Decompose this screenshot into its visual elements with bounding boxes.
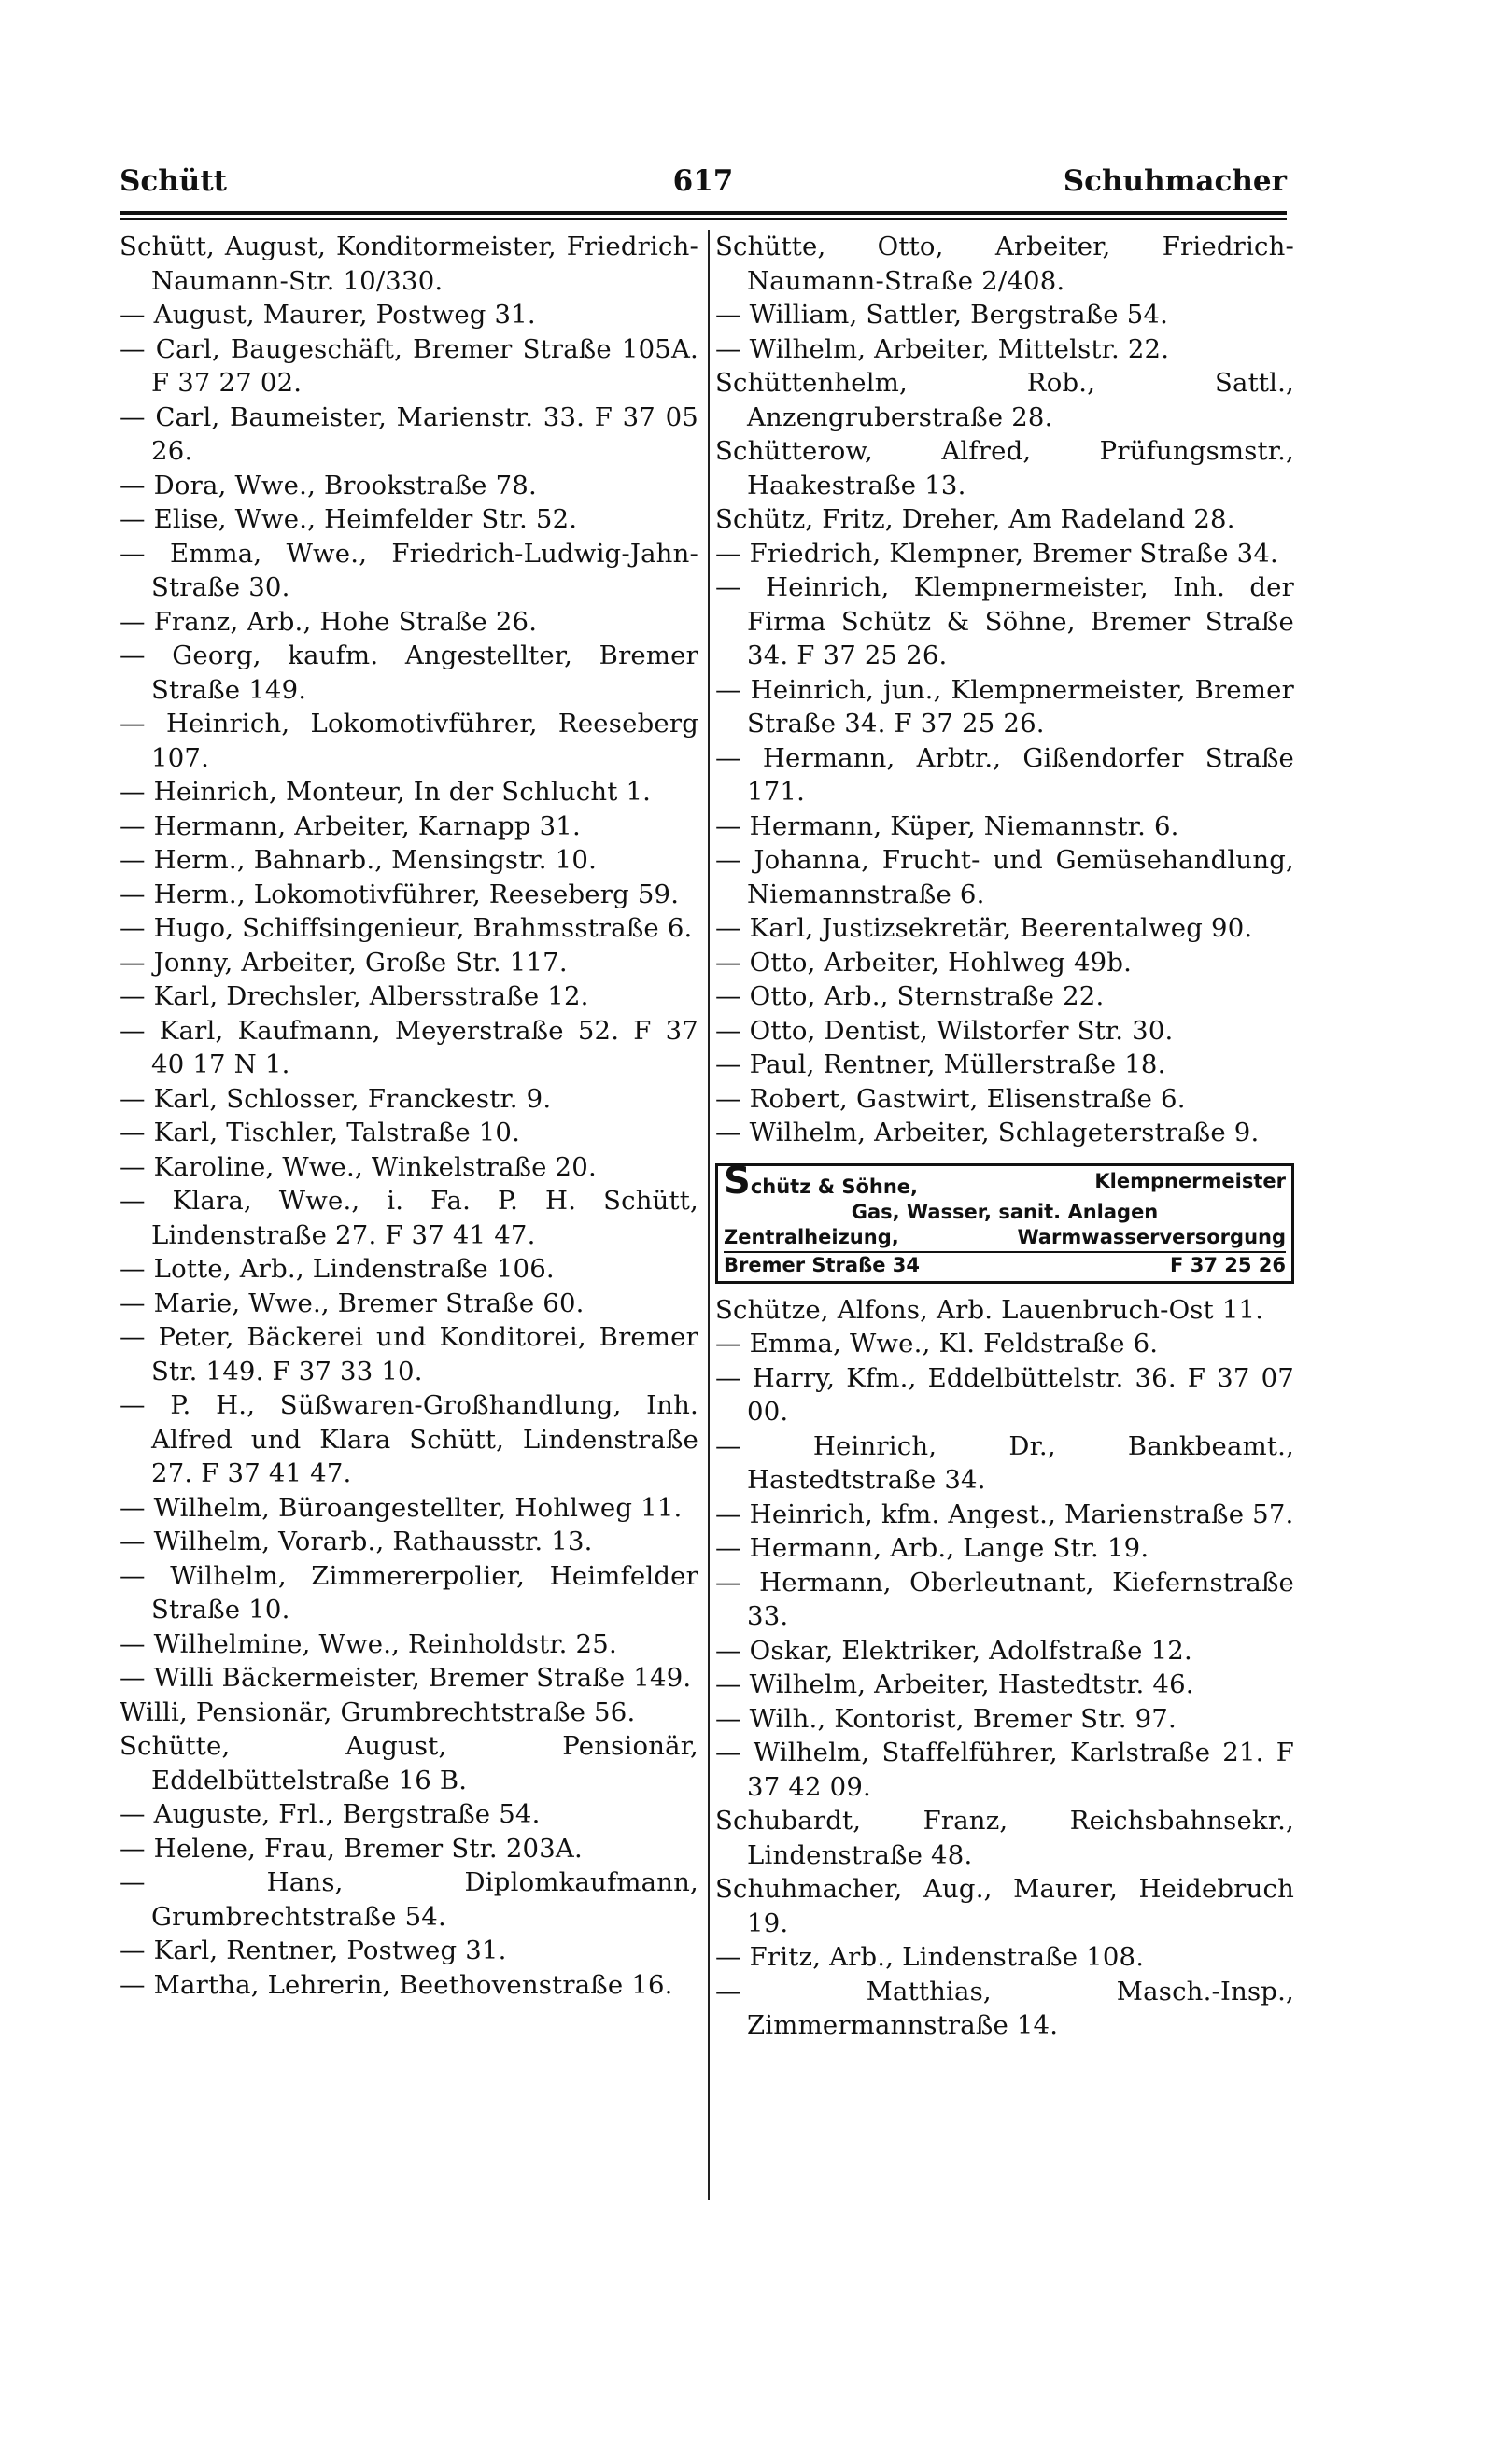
- directory-entry: — Robert, Gastwirt, Elisenstraße 6.: [715, 1083, 1186, 1114]
- directory-entry: — Emma, Wwe., Kl. Feldstraße 6.: [715, 1329, 1159, 1359]
- header-rule: [120, 211, 1287, 215]
- ad-heating: Zentralheizung,: [724, 1225, 899, 1248]
- ad-trade: Klempnermeister: [1094, 1169, 1286, 1192]
- directory-entry: — Heinrich, Klempnermeister, Inh. der Firma Schütz & Söhne, Bremer Straße 34. F 37 25 26.: [715, 572, 1294, 670]
- directory-entry: Schütterow, Alfred, Prüfungsmstr., Haakestraße 13.: [715, 436, 1294, 500]
- directory-entry: — Carl, Baugeschäft, Bremer Straße 105A. F 37 27 02.: [120, 333, 698, 398]
- directory-entry: — Hugo, Schiffsingenieur, Brahmsstraße 6.: [120, 913, 693, 943]
- ad-line-address: [724, 1251, 1286, 1278]
- directory-entry: — Jonny, Arbeiter, Große Str. 117.: [120, 947, 568, 978]
- directory-entry: — Heinrich, jun., Klempnermeister, Bremer Straße 34. F 37 25 26.: [715, 674, 1294, 739]
- directory-entry: — Wilhelm, Büroangestellter, Hohlweg 11.: [120, 1492, 683, 1523]
- directory-entry: — Heinrich, Monteur, In der Schlucht 1.: [120, 777, 652, 807]
- header-right-keyword: Schuhmacher: [1063, 164, 1287, 198]
- directory-entry: — Georg, kaufm. Angestellter, Bremer Straße 149.: [120, 641, 698, 705]
- directory-entry: — Wilhelm, Arbeiter, Hastedtstr. 46.: [715, 1669, 1194, 1699]
- ad-line-services: [724, 1200, 1286, 1225]
- directory-entry: Schuhmacher, Aug., Maurer, Heidebruch 19.: [715, 1874, 1294, 1938]
- directory-entry: — Fritz, Arb., Lindenstraße 108.: [715, 1942, 1145, 1972]
- directory-entry: — Wilhelm, Vorarb., Rathausstr. 13.: [120, 1527, 593, 1556]
- directory-entry: — Karoline, Wwe., Winkelstraße 20.: [120, 1151, 597, 1182]
- directory-entry: — Paul, Rentner, Müllerstraße 18.: [715, 1049, 1166, 1079]
- directory-entry: Schütt, August, Konditormeister, Friedrich-Naumann-Str. 10/330.: [120, 232, 698, 296]
- directory-entry: — Lotte, Arb., Lindenstraße 106.: [120, 1254, 555, 1284]
- directory-entry: — Wilhelm, Staffelführer, Karlstraße 21. F 37 42 09.: [715, 1738, 1294, 1802]
- directory-entry: Schütz, Fritz, Dreher, Am Radeland 28.: [715, 504, 1235, 534]
- header-left-keyword: Schütt: [120, 164, 227, 198]
- directory-entry: — P. H., Süßwaren-Großhandlung, Inh. Alfred und Klara Schütt, Lindenstraße 27. F 37 41 47.: [120, 1390, 698, 1488]
- directory-entry: — Oskar, Elektriker, Adolfstraße 12.: [715, 1635, 1192, 1666]
- left-column: [120, 230, 698, 2002]
- directory-entry: — Karl, Tischler, Talstraße 10.: [120, 1118, 521, 1148]
- directory-entry: Schütte, August, Pensionär, Eddelbüttelstraße 16 B.: [120, 1731, 698, 1795]
- directory-entry: — Hermann, Arbeiter, Karnapp 31.: [120, 810, 581, 841]
- directory-entry: — Hans, Diplomkaufmann, Grumbrechtstraße 54.: [120, 1867, 698, 1932]
- ad-firm-rest: chütz & Söhne,: [750, 1175, 919, 1198]
- header-rule-thin: [120, 218, 1287, 220]
- directory-entry: Schubardt, Franz, Reichsbahnsekr., Lindenstraße 48.: [715, 1806, 1294, 1870]
- directory-entry: — Willi Bäckermeister, Bremer Straße 149.: [120, 1663, 692, 1693]
- directory-entry: — Marie, Wwe., Bremer Straße 60.: [120, 1288, 585, 1318]
- page-number: 617: [672, 164, 734, 198]
- directory-entry: — Heinrich, Lokomotivführer, Reeseberg 107.: [120, 709, 698, 773]
- directory-entry: Willi, Pensionär, Grumbrechtstraße 56.: [120, 1697, 636, 1727]
- directory-entry: — Wilhelm, Arbeiter, Mittelstr. 22.: [715, 333, 1170, 364]
- ad-line-firm: [724, 1159, 1286, 1203]
- ad-initial: S: [724, 1159, 751, 1203]
- directory-entry: — Wilh., Kontorist, Bremer Str. 97.: [715, 1703, 1177, 1734]
- directory-entry: — Carl, Baumeister, Marienstr. 33. F 37 05 26.: [120, 401, 698, 466]
- directory-entry: — Otto, Dentist, Wilstorfer Str. 30.: [715, 1015, 1174, 1046]
- ad-line-heating: [724, 1225, 1286, 1250]
- directory-entry: — Wilhelm, Zimmererpolier, Heimfelder Straße 10.: [120, 1560, 698, 1625]
- directory-entry: — Otto, Arb., Sternstraße 22.: [715, 981, 1105, 1011]
- directory-entry: — Karl, Drechsler, Albersstraße 12.: [120, 981, 589, 1011]
- directory-entry: — Wilhelmine, Wwe., Reinholdstr. 25.: [120, 1628, 617, 1659]
- directory-entry: — Johanna, Frucht- und Gemüsehandlung, Niemannstraße 6.: [715, 845, 1294, 909]
- directory-entry: — Karl, Justizsekretär, Beerentalweg 90.: [715, 913, 1253, 943]
- directory-entry: — Heinrich, kfm. Angest., Marienstraße 57.: [715, 1499, 1294, 1529]
- directory-entry: — Herm., Lokomotivführer, Reeseberg 59.: [120, 879, 680, 909]
- right-column: [715, 230, 1294, 2043]
- directory-entry: — Klara, Wwe., i. Fa. P. H. Schütt, Lindenstraße 27. F 37 41 47.: [120, 1186, 698, 1250]
- ad-phone: F 37 25 26: [1170, 1253, 1286, 1276]
- directory-entry: — Helene, Frau, Bremer Str. 203A.: [120, 1833, 583, 1864]
- page-header: [120, 157, 1287, 205]
- directory-entry: — Emma, Wwe., Friedrich-Ludwig-Jahn-Straße 30.: [120, 538, 698, 602]
- directory-entry: — Franz, Arb., Hohe Straße 26.: [120, 606, 538, 637]
- directory-entry: — Otto, Arbeiter, Hohlweg 49b.: [715, 947, 1133, 978]
- ad-address: Bremer Straße 34: [724, 1253, 920, 1276]
- directory-entry: — Matthias, Masch.-Insp., Zimmermannstraße 14.: [715, 1976, 1294, 2040]
- directory-entry: — August, Maurer, Postweg 31.: [120, 300, 536, 330]
- directory-entry: — Hermann, Küper, Niemannstr. 6.: [715, 810, 1179, 841]
- directory-entry: Schüttenhelm, Rob., Sattl., Anzengruberstraße 28.: [715, 368, 1294, 432]
- directory-entry: — Karl, Kaufmann, Meyerstraße 52. F 37 40 17 N 1.: [120, 1015, 698, 1079]
- ad-services: Gas, Wasser, sanit. Anlagen: [851, 1200, 1159, 1223]
- directory-entry: — Friedrich, Klempner, Bremer Straße 34.: [715, 538, 1278, 569]
- directory-entry: — Wilhelm, Arbeiter, Schlageterstraße 9.: [715, 1118, 1260, 1148]
- directory-entry: — Herm., Bahnarb., Mensingstr. 10.: [120, 845, 598, 875]
- directory-entry: Schütze, Alfons, Arb. Lauenbruch-Ost 11.: [715, 1294, 1264, 1325]
- directory-entry: Schütte, Otto, Arbeiter, Friedrich-Naumann-Straße 2/408.: [715, 232, 1294, 296]
- directory-entry: — Dora, Wwe., Brookstraße 78.: [120, 470, 537, 500]
- directory-entry: — Harry, Kfm., Eddelbüttelstr. 36. F 37 07 00.: [715, 1362, 1294, 1427]
- directory-entry: — Karl, Schlosser, Franckestr. 9.: [120, 1083, 552, 1114]
- directory-entry: — Elise, Wwe., Heimfelder Str. 52.: [120, 504, 578, 534]
- column-divider: [708, 230, 710, 2200]
- directory-entry: — Heinrich, Dr., Bankbeamt., Hastedtstraße 34.: [715, 1430, 1294, 1495]
- directory-entry: — Karl, Rentner, Postweg 31.: [120, 1936, 507, 1965]
- advertisement-box: [715, 1159, 1294, 1284]
- directory-entry: — Hermann, Oberleutnant, Kiefernstraße 33.: [715, 1567, 1294, 1631]
- ad-firm-name: [724, 1159, 919, 1203]
- ad-hot-water: Warmwasserversorgung: [1017, 1225, 1286, 1248]
- directory-entry: — William, Sattler, Bergstraße 54.: [715, 300, 1169, 330]
- directory-entry: — Hermann, Arbtr., Gißendorfer Straße 171.: [715, 742, 1294, 807]
- directory-entry: — Martha, Lehrerin, Beethovenstraße 16.: [120, 1969, 673, 2000]
- directory-entry: — Auguste, Frl., Bergstraße 54.: [120, 1799, 541, 1829]
- directory-entry: — Peter, Bäckerei und Konditorei, Bremer Str. 149. F 37 33 10.: [120, 1322, 698, 1387]
- directory-entry: — Hermann, Arb., Lange Str. 19.: [715, 1533, 1149, 1563]
